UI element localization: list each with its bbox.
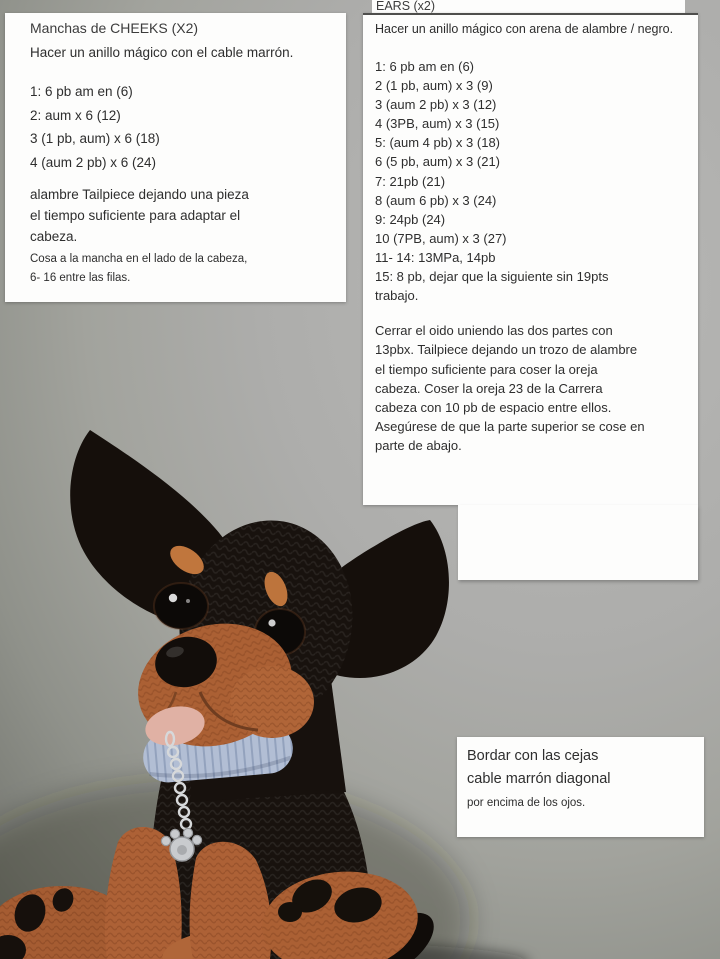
ears-closing-notes <box>375 321 690 455</box>
ears-intro: Hacer un anillo mágico con arena de alambre / negro. <box>375 22 674 36</box>
eyebrows-instructions-box <box>457 737 704 837</box>
pattern-round: 1: 6 pb am en (6) <box>375 59 474 74</box>
cheeks-notes <box>30 184 336 247</box>
cheeks-title: Manchas de CHEEKS (X2) <box>30 20 199 36</box>
pattern-note: Cerrar el oido uniendo las dos partes con <box>375 323 613 339</box>
pattern-round: 7: 21pb (21) <box>375 173 446 189</box>
pattern-note: Asegúrese de que la parte superior se cose en <box>375 419 645 435</box>
pattern-round: 2 (1 pb, aum) x 3 (9) <box>375 78 493 94</box>
ears-rounds <box>375 57 690 305</box>
ears-header: EARS (x2) <box>372 0 685 13</box>
ears-box-extension <box>458 505 698 580</box>
pattern-note: el tiempo suficiente para adaptar el <box>30 208 241 223</box>
pattern-round: 4 (3PB, aum) x 3 (15) <box>375 116 500 132</box>
pattern-note: cabeza. <box>30 229 78 244</box>
pattern-round: trabajo. <box>375 288 419 304</box>
pattern-round: 4 (aum 2 pb) x 6 (24) <box>30 154 157 170</box>
pattern-round: 1: 6 pb am en (6) <box>30 84 133 99</box>
eyebrows-line-small: por encima de los ojos. <box>467 797 586 809</box>
eyebrows-line: cable marrón diagonal <box>467 771 611 787</box>
cheeks-intro: Hacer un anillo mágico con el cable marrón. <box>30 45 294 60</box>
pattern-note: cabeza. Coser la oreja 23 de la Carrera <box>375 380 603 396</box>
cheeks-instructions-box <box>5 13 346 302</box>
pattern-round: 15: 8 pb, dejar que la siguiente sin 19pts <box>375 269 609 285</box>
ears-instructions-box <box>363 13 698 505</box>
eyebrows-line: Bordar con las cejas <box>467 748 599 764</box>
pattern-note-small: Cosa a la mancha en el lado de la cabeza, <box>30 253 248 265</box>
pattern-round: 3 (1 pb, aum) x 6 (18) <box>30 131 160 146</box>
cheeks-small-notes <box>30 250 336 288</box>
pattern-round: 2: aum x 6 (12) <box>30 107 121 123</box>
pattern-note: parte de abajo. <box>375 438 462 454</box>
pattern-note: el tiempo suficiente para coser la oreja <box>375 361 598 377</box>
cheeks-rounds <box>30 80 336 174</box>
pattern-round: 3 (aum 2 pb) x 3 (12) <box>375 97 497 113</box>
pattern-note: cabeza con 10 pb de espacio entre ellos. <box>375 400 612 416</box>
pattern-round: 8 (aum 6 pb) x 3 (24) <box>375 192 497 208</box>
pattern-round: 5: (aum 4 pb) x 3 (18) <box>375 135 500 151</box>
pattern-note: alambre Tailpiece dejando una pieza <box>30 187 249 202</box>
pattern-round: 6 (5 pb, aum) x 3 (21) <box>375 154 500 170</box>
pattern-note-small: 6- 16 entre las filas. <box>30 272 131 284</box>
pattern-round: 9: 24pb (24) <box>375 211 446 227</box>
pattern-round: 10 (7PB, aum) x 3 (27) <box>375 230 507 246</box>
dog-left-eye <box>154 583 208 629</box>
pattern-note: 13pbx. Tailpiece dejando un trozo de alambre <box>375 342 638 358</box>
pattern-round: 11- 14: 13MPa, 14pb <box>375 249 496 265</box>
